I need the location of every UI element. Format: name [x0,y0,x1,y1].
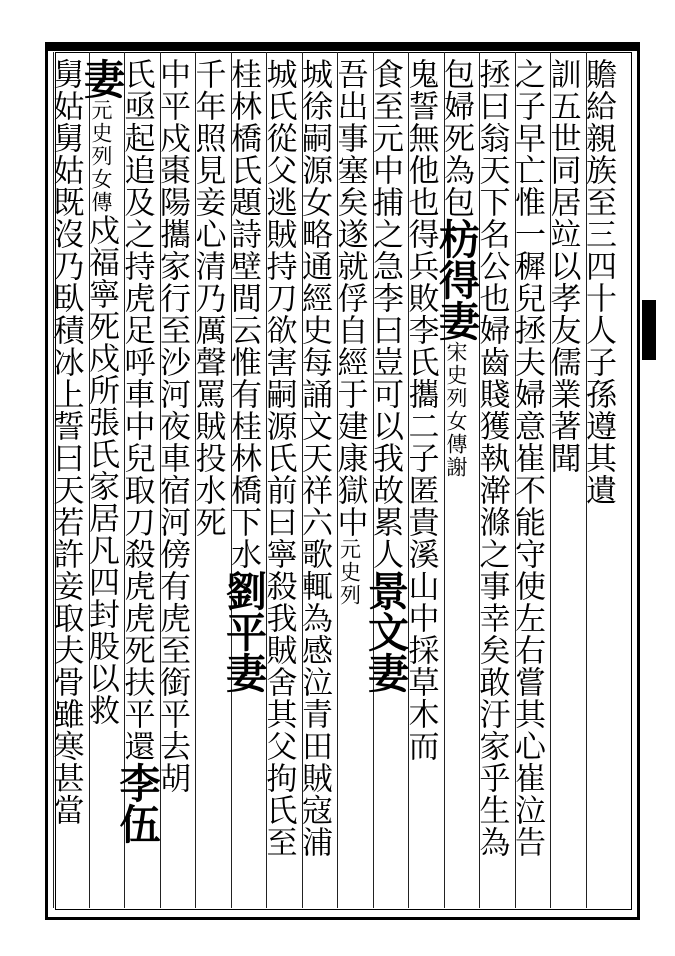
body-characters: 之子早亡惟一穉兒拯夫婦意崔不能守使左右嘗其心崔泣告 [509,58,545,858]
body-characters: 贍給親族至三四十人子孫遵其遺 [580,58,616,506]
text-column [580,58,620,906]
heading-characters: 妻 [77,58,125,99]
body-characters: 氏亟起追及之持虎足呼車中兒取刀殺虎虎死扶平還 [118,58,155,762]
body-characters: 舅姑舅姑既沒乃臥積冰上誓曰天若許妾取夫骨雖寒甚當 [47,58,84,826]
heading-characters: 景文妻 [361,570,409,693]
body-characters: 城徐嗣源女略通經史每誦文天祥六歌輒為感泣青田賊寇浦 [296,58,332,858]
text-column [296,58,336,906]
text-column [77,58,125,906]
body-characters: 訓五世同居竝以孝友儒業著聞 [544,58,581,474]
text-column [189,58,229,906]
annotation-characters: 元史列女傳 [89,99,113,214]
body-characters: 千年照見妾心清乃厲聲罵賊投水死 [189,58,226,538]
body-characters: 桂林橋氏題詩壁間云惟有桂林橋下水 [225,58,261,570]
text-column [361,58,409,906]
text-column [260,58,300,906]
body-characters: 食至元中捕之急李曰豈可以我故累人 [367,58,403,570]
heading-characters: 枋得妻 [432,218,480,341]
text-column [219,58,267,906]
body-characters: 鬼誓無他也 [402,58,439,218]
top-frame-rule [45,42,640,51]
body-characters: 吾出事塞矣遂就俘自經于建康獄中 [331,58,368,538]
text-column [509,58,549,906]
body-characters: 中平戍棗陽攜家行至沙河夜車宿河傍有虎至銜平去胡 [154,58,190,794]
body-characters: 城氏從父逃賊持刀欲害嗣源氏前曰寧殺我賊舍其父拘氏至 [260,58,297,858]
body-characters: 包婦死為包 [438,58,474,218]
annotation-characters: 元史列 [337,538,362,607]
heading-characters: 劉平妻 [219,570,267,693]
text-column [544,58,584,906]
body-characters: 拯曰翁天下名公也婦齒賤獲執澣滌之事幸矣敢汙家乎生為 [473,58,510,858]
text-column [331,58,371,906]
annotation-characters: 宋史列女傳謝 [444,341,468,479]
body-characters: 戍福寧死戍所張氏家居凡四封股以救 [83,214,119,726]
text-column [432,58,480,906]
text-column [154,58,194,906]
body-characters: 得兵敗李氏攜二子匿貴溪山中採草木而 [402,218,439,762]
text-column [112,58,161,906]
fish-tail-mark [642,300,656,360]
text-column [47,58,87,906]
text-column [402,58,442,906]
text-column [473,58,513,906]
heading-characters: 李伍 [112,762,161,844]
